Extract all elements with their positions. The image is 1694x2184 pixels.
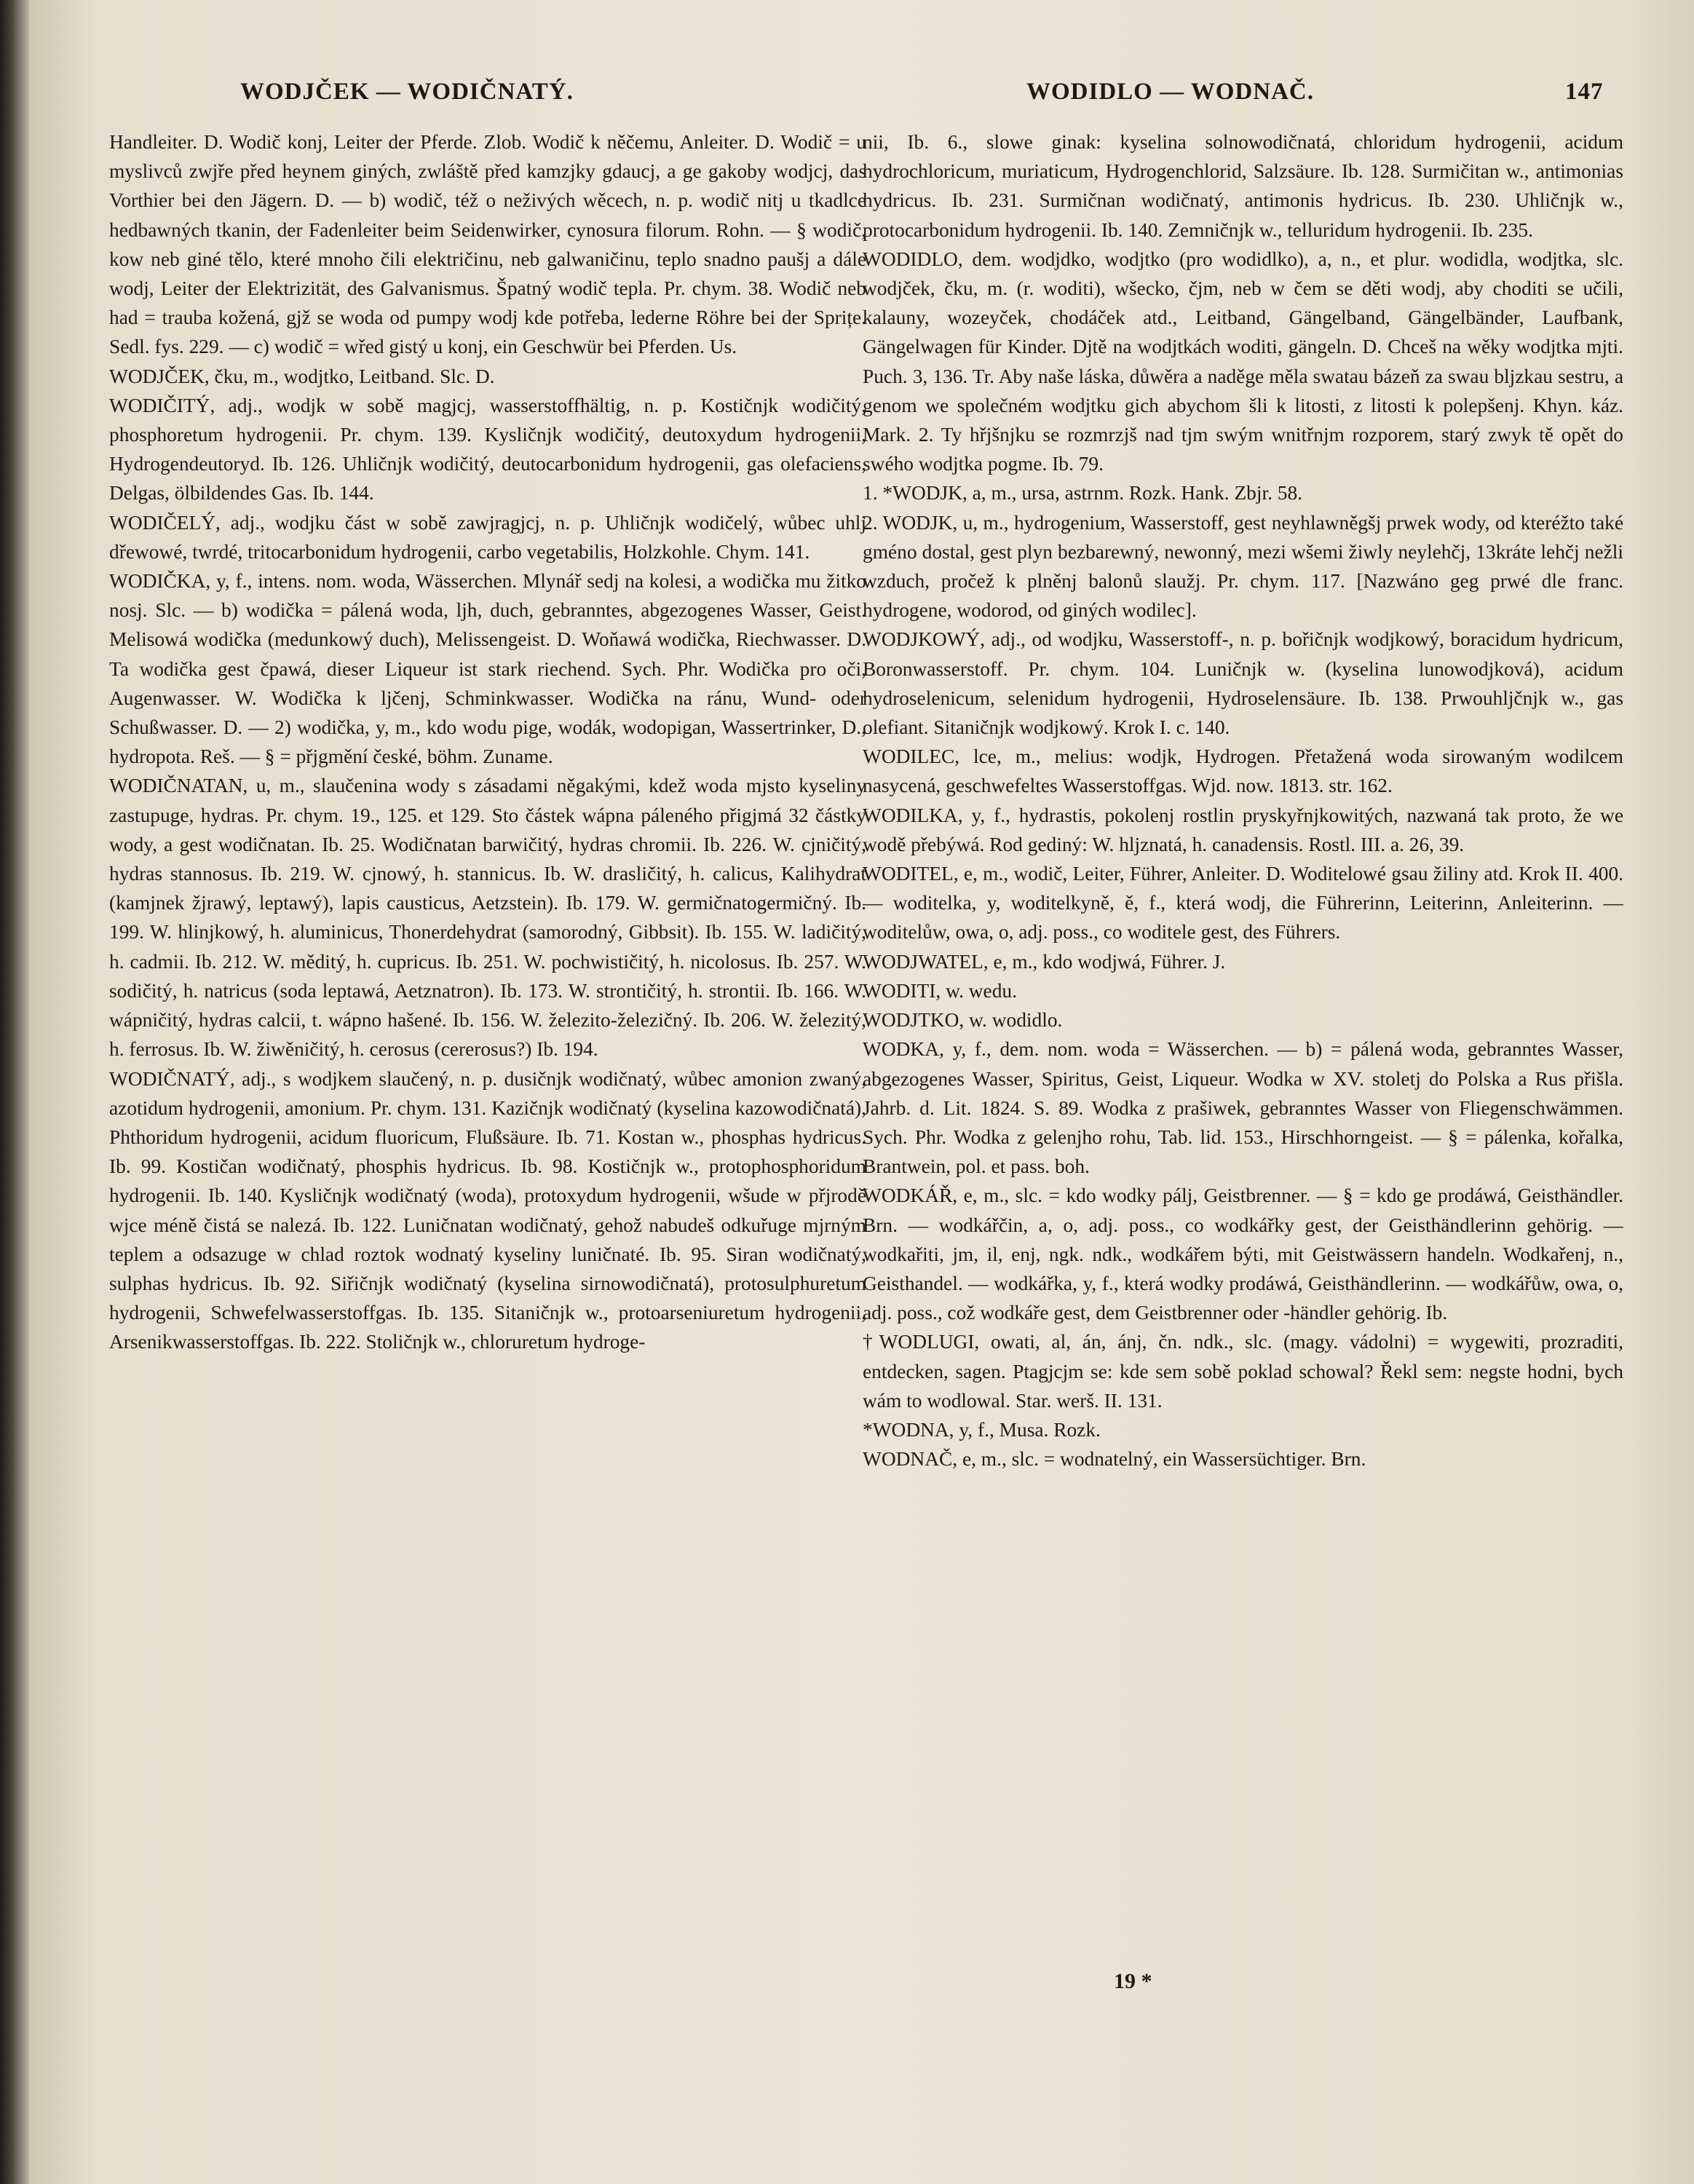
entry-paragraph: WODILEC, lce, m., melius: wodjk, Hydrogen. Přetažená woda sirowaným wodilcem nasycená, geschwefeltes Wasserstoffgas. Wjd. now. 1813. str. 162. [863,745,1623,797]
entry-paragraph: WODJKOWÝ, adj., od wodjku, Wasserstoff-, n. p. bořičnjk wodjkowý, boracidum hydricum, Boronwasserstoff. Pr. chym. 104. Luničnjk w. (kyselina lunowodjková), acidum hydroselenicum, selenidum hydrogenii, Hydroselensäure. Ib. 138. Prwouhljčnjk w., gas olefiant. Sitaničnjk wodjkowý. Krok I. c. 140. [863,628,1623,739]
entry-paragraph: WODIČKA, y, f., intens. nom. woda, Wässerchen. Mlynář sedj na kolesi, a wodička mu žitko nosj. Slc. — b) wodička = pálená woda, ljh, duch, gebranntes, abgezogenes Wasser, Geist. Melisowá wodička (medunkowý duch), Melissengeist. D. Woňawá wodička, Riechwasser. D. Ta wodička gest čpawá, dieser Liqueur ist stark riechend. Sych. Phr. Wodička pro oči, Augenwasser. W. Wodička k ljčenj, Schminkwasser. Wodička na ránu, Wund- oder Schußwasser. D. — 2) wodička, y, m., kdo wodu pige, wodák, wodopigan, Wassertrinker, D., hydropota. Reš. — § = přjgmění české, böhm. Zuname. [109,570,866,768]
entry-paragraph: WODILKA, y, f., hydrastis, pokolenj rostlin pryskyřnjkowitých, nazwaná tak proto, že we wodě přebýwá. Rod gediný: W. hljznatá, h. canadensis. Rostl. III. a. 26, 39. [863,804,1623,855]
entry-paragraph: WODKÁŘ, e, m., slc. = kdo wodky pálj, Geistbrenner. — § = kdo ge prodáwá, Geisthändler. Brn. — wodkářčin, a, o, adj. poss., co wodkářky gest, der Geisthändlerinn gehörig. — wodkařiti, jm, il, enj, ngk. ndk., wodkářem býti, mit Geistwässern handeln. Wodkařenj, n., Geisthandel. — wodkářka, y, f., která wodky prodáwá, Geisthändlerinn. — wodkářůw, owa, o, adj. poss., což wodkáře gest, dem Geistbrenner oder -händler gehörig. Ib. [863,1184,1623,1324]
book-spine [0,0,29,2184]
entry-paragraph: WODNAČ, e, m., slc. = wodnatelný, ein Wassersüchtiger. Brn. [863,1448,1366,1471]
entry-paragraph: WODITEL, e, m., wodič, Leiter, Führer, Anleiter. D. Woditelowé gsau žiliny atd. Krok II. 400. — woditelka, y, woditelkyně, ě, f., která wodj, die Führerinn, Leiterinn, Anleiterinn. — woditelůw, owa, o, adj. poss., co woditele gest, des Führers. [863,863,1623,943]
right-column [863,127,1623,2108]
dictionary-page [29,0,1694,2184]
entry-paragraph: WODIČITÝ, adj., wodjk w sobě magjcj, wasserstoffhältig, n. p. Kostičnjk wodičitý, phosphoretum hydrogenii. Pr. chym. 139. Kysličnjk wodičitý, deutoxydum hydrogenii, Hydrogendeutoryd. Ib. 126. Uhličnjk wodičitý, deutocarbonidum hydrogenii, gas olefaciens, Delgas, ölbildendes Gas. Ib. 144. [109,394,866,505]
entry-paragraph: 2. WODJK, u, m., hydrogenium, Wasserstoff, gest neyhlawněgšj prwek wody, od kteréžto také gméno dostal, gest plyn bezbarewný, newonný, mezi wšemi žiwly neylehčj, 13kráte lehčj nežli wzduch, pročež k plněnj balonů slaužj. Pr. chym. 117. [Nazwáno geg prwé dle franc. hydrogene, wodorod, od giných wodilec]. [863,511,1623,622]
right-running-head: WODIDLO — WODNAČ. [1026,79,1315,105]
entry-paragraph: †WODLUGI, owati, al, án, ánj, čn. ndk., slc. (magy. vádolni) = wygewiti, prozraditi, entdecken, sagen. Ptagjcjm se: kde sem sobě poklad schowal? Řekl sem: negste hodni, bych wám to wodlowal. Star. werš. II. 131. [863,1331,1623,1412]
entry-paragraph: WODIČNATÝ, adj., s wodjkem slaučený, n. p. dusičnjk wodičnatý, wůbec amonion zwaný, azotidum hydrogenii, amonium. Pr. chym. 131. Kazičnjk wodičnatý (kyselina kazowodičnatá), Phthoridum hydrogenii, acidum fluoricum, Flußsäure. Ib. 71. Kostan w., phosphas hydricus. Ib. 99. Kostičan wodičnatý, phosphis hydricus. Ib. 98. Kostičnjk w., protophosphoridum hydrogenii. Ib. 140. Kysličnjk wodičnatý (woda), protoxydum hydrogenii, wšude w přjrodě wjce méně čistá se nalezá. Ib. 122. Luničnatan wodičnatý, gehož nabudeš odkuřuge mjrným teplem a odsazuge w chlad roztok wodnatý kyseliny luničnaté. Ib. 95. Siran wodičnatý, sulphas hydricus. Ib. 92. Siřičnjk wodičnatý (kyselina sirnowodičnatá), protosulphuretum hydrogenii, Schwefelwasserstoffgas. Ib. 135. Sitaničnjk w., protoarseniuretum hydrogenii, Arsenikwasserstoffgas. Ib. 222. Stoličnjk w., chloruretum hydroge- [109,1067,866,1353]
entry-paragraph: 1. *WODJK, a, m., ursa, astrnm. Rozk. Hank. Zbjr. 58. [863,482,1303,505]
entry-paragraph: WODKA, y, f., dem. nom. woda = Wässerchen. — b) = pálená woda, gebranntes Wasser, abgezogenes Wasser, Spiritus, Geist, Liqueur. Wodka w XV. stoletj do Polska a Rus přišla. Jahrb. d. Lit. 1824. S. 89. Wodka z prašiwek, gebranntes Wasser von Fliegenschwämmen. Sych. Phr. Wodka z gelenjho rohu, Tab. lid. 153., Hirschhorngeist. — § = pálenka, kořalka, Brantwein, pol. et pass. boh. [863,1038,1623,1178]
entry-paragraph: WODJTKO, w. wodidlo. [863,1009,1063,1032]
page-number: 147 [1565,79,1604,105]
entry-paragraph: WODITI, w. wedu. [863,979,1017,1002]
entry-paragraph: WODJČEK, čku, m., wodjtko, Leitband. Slc. D. [109,365,495,387]
entry-paragraph: WODIČELÝ, adj., wodjku část w sobě zawjragjcj, n. p. Uhličnjk wodičelý, wůbec uhlj dřewowé, twrdé, tritocarbonidum hydrogenii, carbo vegetabilis, Holzkohle. Chym. 141. [109,511,866,563]
entry-paragraph: WODJWATEL, e, m., kdo wodjwá, Führer. J. [863,950,1226,973]
entry-paragraph: WODIČNATAN, u, m., slaučenina wody s zásadami něgakými, kdež woda mjsto kyseliny zastupuge, hydras. Pr. chym. 19., 125. et 129. Sto částek wápna páleného přigjmá 32 částky wody, a gest wodičnatan. Ib. 25. Wodičnatan barwičitý, hydras chromii. Ib. 226. W. cjničitý, hydras stannosus. Ib. 219. W. cjnowý, h. stannicus. Ib. W. drasličitý, h. calicus, Kalihydrat (kamjnek žjrawý, leptawý), lapis causticus, Aetzstein). Ib. 179. W. germičnatogermičný. Ib. 199. W. hlinjkowý, h. aluminicus, Thonerdehydrat (samorodný, Gibbsit). Ib. 155. W. ladičitý, h. cadmii. Ib. 212. W. měditý, h. cupricus. Ib. 251. W. pochwističitý, h. nicolosus. Ib. 257. W. sodičitý, h. natricus (soda leptawá, Aetznatron). Ib. 173. W. strontičitý, h. strontii. Ib. 166. W. wápničitý, hydras calcii, t. wápno hašené. Ib. 156. W. železito-železičný. Ib. 206. W. železitý, h. ferrosus. Ib. W. žiwěničitý, h. cerosus (cererosus?) Ib. 194. [109,775,866,1061]
signature-mark: 19 * [1114,1969,1152,1993]
entry-paragraph: Handleiter. D. Wodič konj, Leiter der Pferde. Zlob. Wodič k něčemu, Anleiter. D. Wodič = u myslivců zwjře před heynem giných, zwláště před kamzjky gdaucj, a ge gakoby wodjcj, das Vorthier bei den Jägern. D. — b) wodič, též o neživých wěcech, n. p. wodič nitj u tkadlce hedbawných tkanin, der Fadenleiter beim Seidenwirker, cynosura filorum. Rohn. — § wodič, kow neb giné tělo, které mnoho čili električinu, neb galwaničinu, teplo snadno paušj a dále wodj, Leiter der Elektrizität, des Galvanismus. Špatný wodič tepla. Pr. chym. 38. Wodič neb had = trauba kožená, gjž se woda od pumpy wodj kde potřeba, lederne Röhre bei der Sprițe. Sedl. fys. 229. — c) wodič = wřed gistý u konj, ein Geschwür bei Pferden. Us. [109,131,866,358]
entry-paragraph: *WODNA, y, f., Musa. Rozk. [863,1418,1101,1441]
left-column [109,127,866,2108]
entry-paragraph: nii, Ib. 6., slowe ginak: kyselina solnowodičnatá, chloridum hydrogenii, acidum hydrochloricum, muriaticum, Hydrogenchlorid, Salzsäure. Ib. 128. Surmičitan w., antimonias hydricus. Ib. 231. Surmičnan wodičnatý, antimonis hydricus. Ib. 230. Uhličnjk w., protocarbonidum hydrogenii. Ib. 140. Zemničnjk w., telluridum hydrogenii. Ib. 235. [863,131,1623,241]
entry-paragraph: WODIDLO, dem. wodjdko, wodjtko (pro wodidlko), a, n., et plur. wodidla, wodjtka, slc. wodjček, čku, m. (r. woditi), wšecko, čjm, neb w čem se děti wodj, aby choditi se učili, kalauny, wozeyček, chodáček atd., Leitband, Gängelband, Gängelbänder, Laufbank, Gängelwagen für Kinder. Djtě na wodjtkách woditi, gängeln. D. Chceš na wěky wodjtka mjti. Puch. 3, 136. Tr. Aby naše láska, důwěra a naděge měla swatau bázeň za swau bljzkau sestru, a genom we společném wodjtku gich abychom šli k litosti, z litosti k polepšenj. Khyn. káz. Mark. 2. Ty hřjšnjku se rozmrzjš nad tjm swým wnitřnjm rozporem, starý zwyk tě opět do swého wodjtka pogme. Ib. 79. [863,248,1623,475]
left-running-head: WODJČEK — WODIČNATÝ. [240,79,574,105]
